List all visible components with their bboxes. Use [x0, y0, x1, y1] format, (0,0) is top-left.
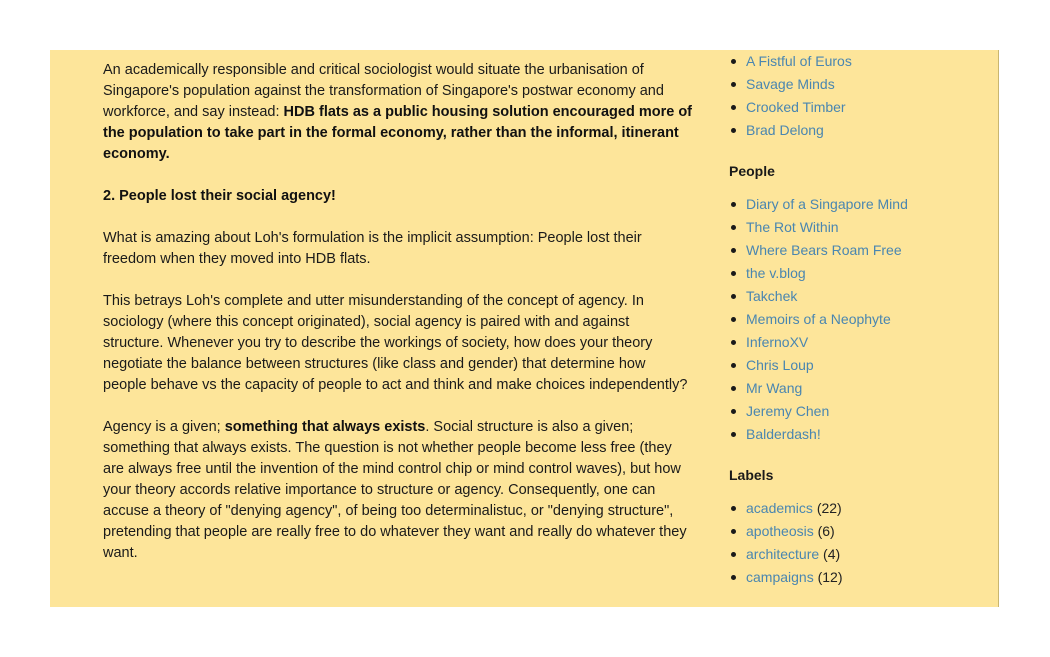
label-link[interactable]: academics	[746, 500, 813, 516]
people-link[interactable]: Diary of a Singapore Mind	[746, 196, 908, 212]
label-link[interactable]: architecture	[746, 546, 820, 562]
post-paragraph-2: What is amazing about Loh's formulation is the implicit assumption: People lost their freedom when they moved into HDB flats.	[103, 230, 642, 267]
label-count: (4)	[823, 546, 841, 562]
list-item	[729, 544, 989, 567]
list-item	[729, 424, 989, 447]
list-item	[729, 355, 989, 378]
list-item	[729, 401, 989, 424]
list-item	[729, 240, 989, 263]
post-paragraph-4-start: Agency is a given;	[103, 419, 225, 435]
blog-link-list	[729, 51, 989, 143]
people-link[interactable]: Memoirs of a Neophyte	[746, 311, 891, 327]
people-link[interactable]: Balderdash!	[746, 426, 821, 442]
list-item	[729, 97, 989, 120]
people-heading: People	[729, 163, 775, 179]
post-subheading-text: 2. People lost their social agency!	[103, 188, 336, 204]
label-link[interactable]: campaigns	[746, 569, 814, 585]
sidebar	[729, 51, 989, 590]
list-item	[729, 332, 989, 355]
people-link[interactable]: Where Bears Roam Free	[746, 242, 902, 258]
post-paragraph-4-bold: something that always exists	[224, 419, 426, 435]
label-link[interactable]: apotheosis	[746, 523, 814, 539]
list-item	[729, 286, 989, 309]
list-item	[729, 567, 989, 590]
list-item	[729, 74, 989, 97]
blog-link[interactable]: Brad Delong	[746, 122, 824, 138]
blog-link[interactable]: Crooked Timber	[746, 99, 846, 115]
post-paragraph-1-bold: HDB flats as a public housing solution encouraged more of the population to take part in the formal economy, rather than the informal, itinerant economy.	[103, 104, 693, 162]
label-count: (22)	[816, 500, 842, 516]
post-paragraph-4	[103, 417, 693, 564]
list-item	[729, 194, 989, 217]
people-link-list	[729, 194, 989, 447]
post-paragraph-1	[103, 60, 693, 165]
blog-link[interactable]: Savage Minds	[746, 76, 835, 92]
list-item	[729, 521, 989, 544]
people-link[interactable]: the v.blog	[746, 265, 806, 281]
blog-page	[50, 50, 999, 607]
list-item	[729, 120, 989, 143]
label-count: (12)	[817, 569, 843, 585]
list-item	[729, 51, 989, 74]
post-paragraph-3: This betrays Loh's complete and utter misunderstanding of the concept of agency. In sociology (where this concept originated), social agency is paired with and against structure. Whenever you try to describe the workings of society, how does your theory negotiate the balance between structures (like class and gender) that determine how people behave vs the capacity of people to act and think and make choices independently?	[103, 293, 688, 393]
people-link[interactable]: Mr Wang	[746, 380, 803, 396]
list-item	[729, 378, 989, 401]
people-link[interactable]: Takchek	[746, 288, 798, 304]
people-link[interactable]: Chris Loup	[746, 357, 814, 373]
people-link[interactable]: InfernoXV	[746, 334, 809, 350]
label-count: (6)	[817, 523, 835, 539]
post-paragraph-4-rest: . Social structure is also a given; something that always exists. The question is not whether people become less free (they are always free until the invention of the mind control chip or mind control waves), but how your theory accords relative importance to structure or agency. Consequently, one can accuse a theory of "denying agency", of being too determinalistuc, or "denying structure", pretending that people are really free to do whatever they want and really do whatever they want.	[103, 419, 687, 561]
people-link[interactable]: The Rot Within	[746, 219, 839, 235]
post-body	[103, 60, 693, 585]
people-link[interactable]: Jeremy Chen	[746, 403, 830, 419]
list-item	[729, 217, 989, 240]
list-item	[729, 309, 989, 332]
post-subheading	[103, 186, 693, 207]
blog-link[interactable]: A Fistful of Euros	[746, 53, 852, 69]
list-item	[729, 263, 989, 286]
post-paragraph-1-text: An academically responsible and critical sociologist would situate the urbanisation of Singapore's population against the transformation of Singapore's postwar economy and workforce, and say instead:	[103, 62, 664, 120]
labels-list	[729, 498, 989, 590]
list-item	[729, 498, 989, 521]
labels-heading: Labels	[729, 467, 774, 483]
